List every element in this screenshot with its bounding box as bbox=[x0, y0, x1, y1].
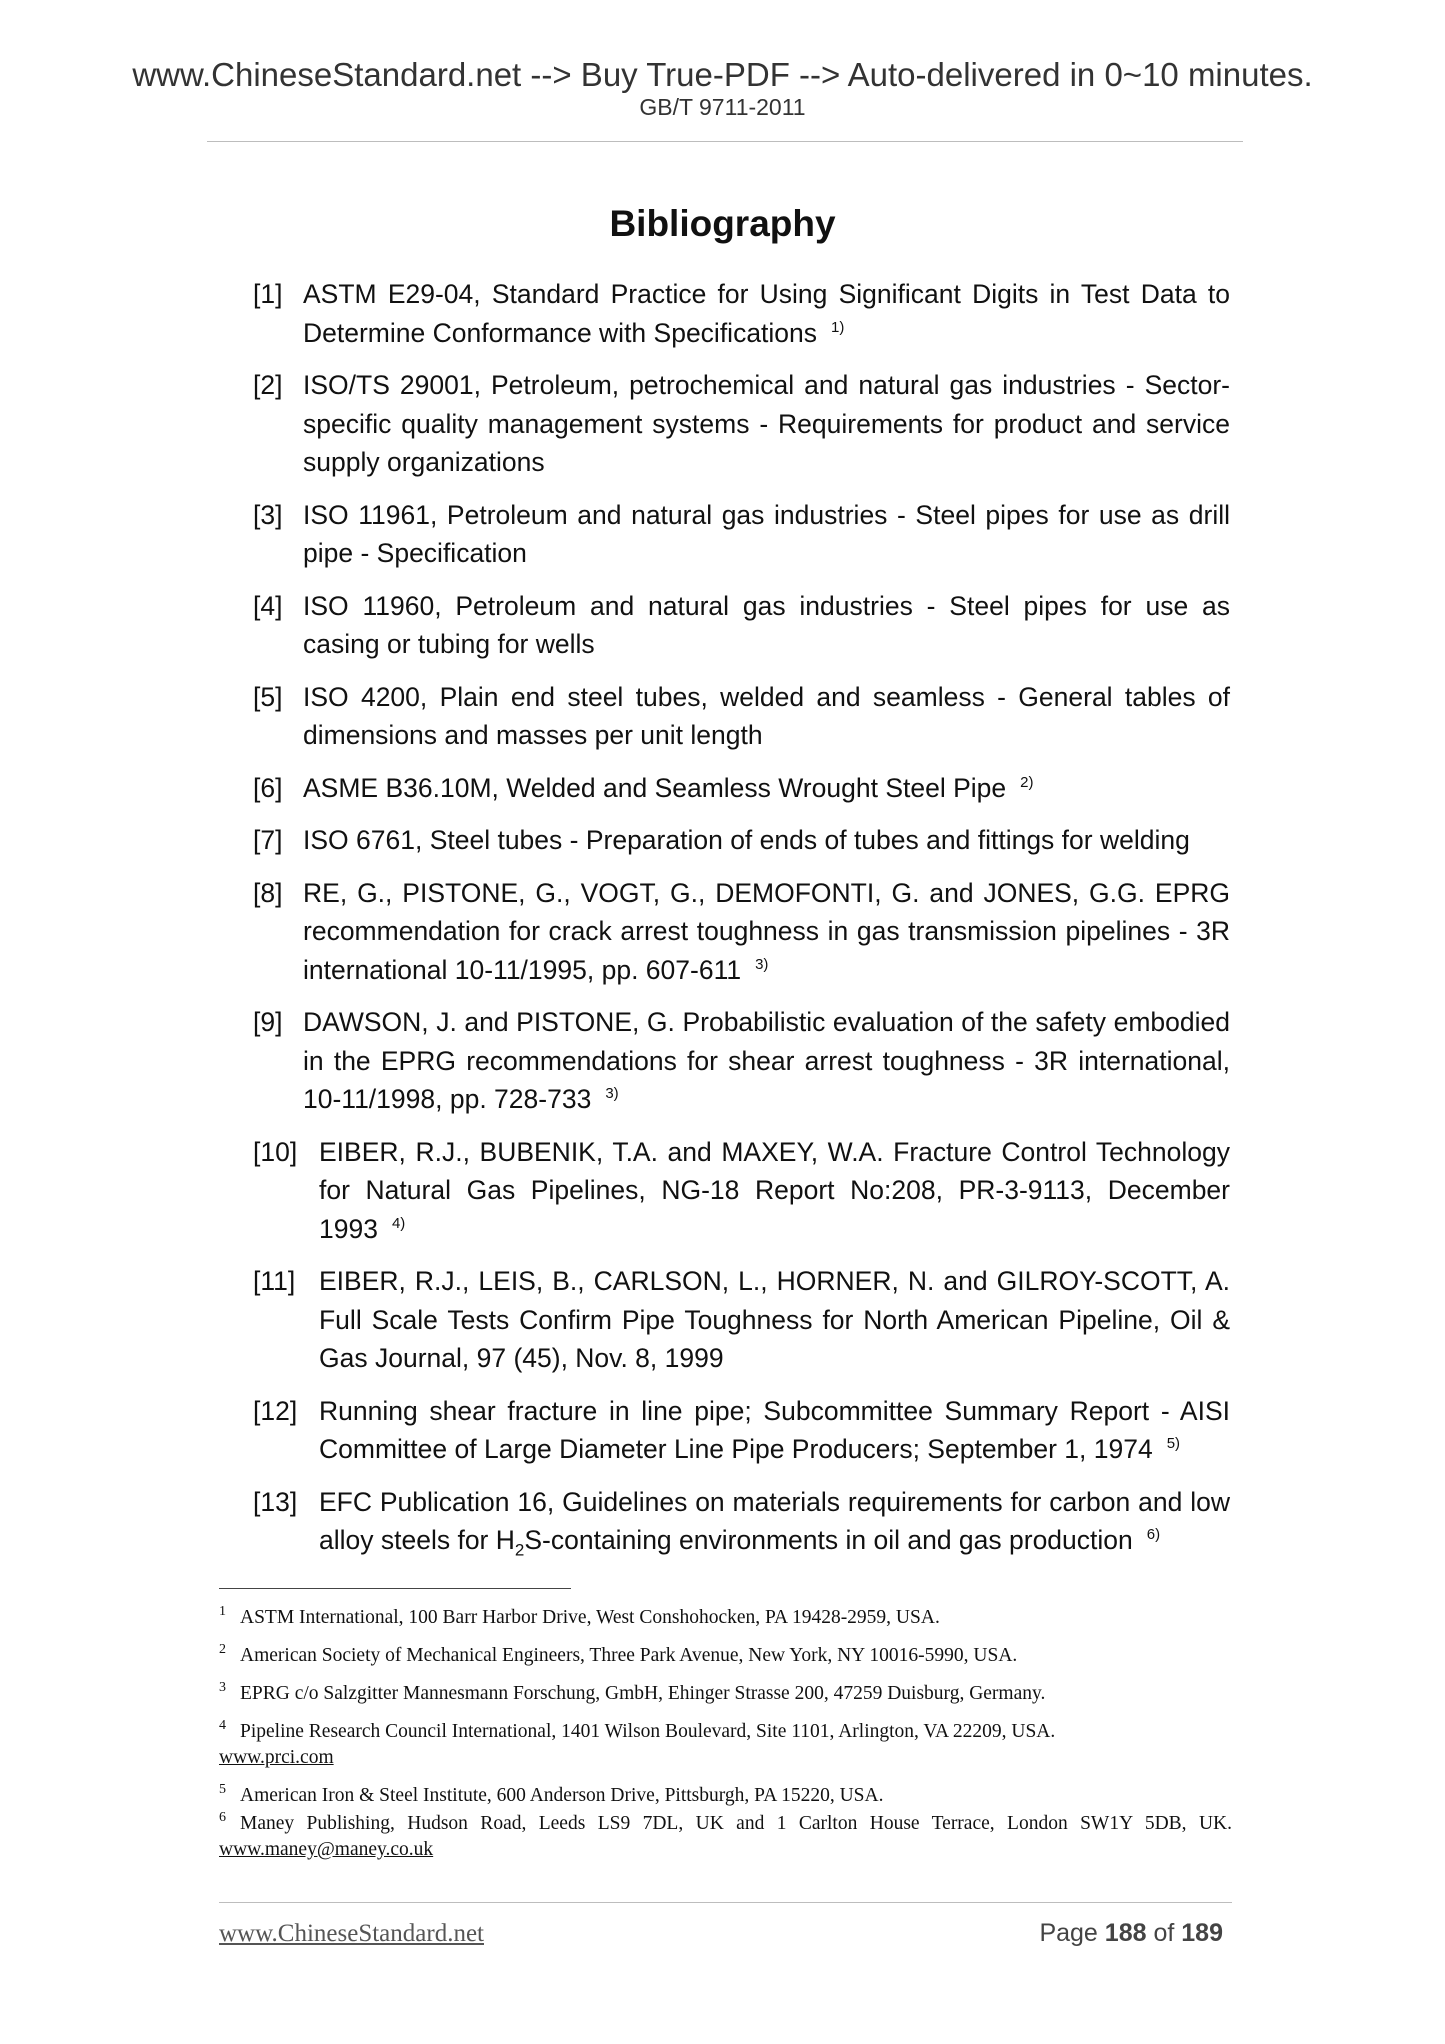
reference-number: [12] bbox=[253, 1395, 298, 1426]
footnote-link[interactable]: www.maney@maney.co.uk bbox=[219, 1839, 434, 1860]
reference-number: [5] bbox=[253, 681, 283, 712]
reference-text bbox=[303, 496, 1230, 573]
footnote-marker: 1) bbox=[831, 318, 845, 336]
footnote-divider bbox=[219, 1588, 571, 1589]
reference-text-part: EIBER, R.J., BUBENIK, T.A. and MAXEY, W.A. Fracture Control Technology for Natural Gas Pipelines, NG-18 Report No:208, PR-3-9113, December 1993 bbox=[319, 1136, 1230, 1244]
reference-item bbox=[253, 874, 1230, 990]
reference-text bbox=[303, 275, 1230, 352]
footnote-marker: 3) bbox=[755, 955, 769, 973]
footnote-marker: 3) bbox=[605, 1085, 619, 1102]
page-total: 189 bbox=[1181, 1919, 1223, 1947]
reference-text-part: ISO 6761, Steel tubes - Preparation of ends of tubes and fittings for welding bbox=[303, 825, 1190, 855]
reference-text-part: ASME B36.10M, Welded and Seamless Wrought Steel Pipe bbox=[303, 772, 1007, 803]
page-title: Bibliography bbox=[609, 203, 836, 244]
reference-item bbox=[253, 1003, 1230, 1119]
reference-text-part: EFC Publication 16, Guidelines on materials requirements for carbon and low alloy steels for H bbox=[319, 1486, 1230, 1555]
footnote-mark: 1 bbox=[219, 1604, 226, 1619]
reference-text bbox=[319, 1133, 1230, 1249]
footnote-marker: 4) bbox=[391, 1214, 406, 1232]
page-current: 188 bbox=[1104, 1919, 1147, 1947]
reference-text-part: ISO 4200, Plain end steel tubes, welded and seamless - General tables of dimensions and masses per unit length bbox=[303, 681, 1230, 750]
reference-item bbox=[253, 275, 1230, 352]
reference-text bbox=[303, 366, 1230, 482]
reference-item bbox=[253, 1133, 1230, 1249]
reference-item bbox=[253, 1262, 1230, 1378]
footnote-marker: 5) bbox=[1166, 1435, 1181, 1452]
reference-number: [10] bbox=[253, 1136, 298, 1167]
reference-text bbox=[303, 1003, 1230, 1119]
reference-list bbox=[253, 275, 1230, 1574]
reference-item bbox=[253, 1483, 1230, 1560]
reference-text-part: ISO/TS 29001, Petroleum, petrochemical and natural gas industries - Sector-specific quality management systems - Requirements for product and service supply organizations bbox=[303, 370, 1230, 477]
reference-text bbox=[303, 678, 1230, 755]
footnote-text: ASTM International, 100 Barr Harbor Drive, West Conshohocken, PA 19428-2959, USA. bbox=[240, 1607, 940, 1628]
footnote-marker: 6) bbox=[1146, 1526, 1161, 1543]
standard-number: GB/T 9711-2011 bbox=[639, 94, 806, 120]
reference-number: [9] bbox=[253, 1007, 283, 1037]
reference-number: [3] bbox=[253, 499, 283, 530]
reference-number: [4] bbox=[253, 590, 283, 621]
footer-site-link[interactable]: www.ChineseStandard.net bbox=[219, 1920, 484, 1947]
reference-item bbox=[253, 769, 1230, 808]
reference-text-part: ISO 11960, Petroleum and natural gas industries - Steel pipes for use as casing or tubing for wells bbox=[303, 590, 1230, 659]
reference-item bbox=[253, 1392, 1230, 1469]
reference-number: [2] bbox=[253, 370, 283, 400]
reference-text bbox=[303, 587, 1230, 664]
footnote-item bbox=[219, 1783, 1232, 1809]
reference-text bbox=[319, 1483, 1230, 1560]
footer-divider bbox=[219, 1902, 1232, 1903]
footnote-mark: 3 bbox=[219, 1680, 226, 1695]
reference-text bbox=[303, 769, 1230, 808]
reference-text-part: EIBER, R.J., LEIS, B., CARLSON, L., HORNER, N. and GILROY-SCOTT, A. Full Scale Tests Confirm Pipe Toughness for North American Pipeline, Oil & Gas Journal, 97 (45), Nov. 8, 1999 bbox=[319, 1266, 1230, 1373]
reference-text bbox=[319, 1392, 1230, 1469]
reference-text-part: RE, G., PISTONE, G., VOGT, G., DEMOFONTI, G. and JONES, G.G. EPRG recommendation for crack arrest toughness in gas transmission pipelines - 3R international 10-11/1995, pp. 607-611 bbox=[303, 877, 1230, 985]
footnote-item bbox=[219, 1811, 1232, 1863]
reference-number: [13] bbox=[253, 1486, 298, 1517]
page-of: of bbox=[1153, 1919, 1175, 1947]
reference-text-part: DAWSON, J. and PISTONE, G. Probabilistic evaluation of the safety embodied in the EPRG recommendations for shear arrest toughness - 3R international, 10-11/1998, pp. 728-733 bbox=[303, 1007, 1230, 1114]
header-banner: www.ChineseStandard.net --> Buy True-PDF --> Auto-delivered in 0~10 minutes. bbox=[132, 56, 1313, 93]
footnote-item bbox=[219, 1719, 1232, 1771]
reference-item bbox=[253, 821, 1230, 860]
footnote-text: EPRG c/o Salzgitter Mannesmann Forschung, GmbH, Ehinger Strasse 200, 47259 Duisburg, Germany. bbox=[240, 1683, 1046, 1704]
reference-text bbox=[319, 1262, 1230, 1378]
page-word: Page bbox=[1039, 1919, 1098, 1947]
reference-item bbox=[253, 587, 1230, 664]
footnote-item bbox=[219, 1643, 1232, 1669]
page-indicator bbox=[1039, 1919, 1223, 1948]
footnote-list bbox=[219, 1605, 1232, 1875]
footnote-item bbox=[219, 1605, 1232, 1631]
footnote-mark: 4 bbox=[219, 1718, 226, 1733]
footnote-text: Pipeline Research Council International, 1401 Wilson Boulevard, Site 1101, Arlington, VA 22209, USA. bbox=[240, 1721, 1056, 1742]
reference-text bbox=[303, 821, 1230, 860]
footnote-text: American Society of Mechanical Engineers, Three Park Avenue, New York, NY 10016-5990, USA. bbox=[240, 1645, 1018, 1666]
reference-item bbox=[253, 366, 1230, 482]
footnote-mark: 6 bbox=[219, 1810, 226, 1825]
reference-number: [11] bbox=[253, 1266, 296, 1296]
reference-text-part: Running shear fracture in line pipe; Subcommittee Summary Report - AISI Committee of Large Diameter Line Pipe Producers; September 1, 1974 bbox=[319, 1395, 1230, 1464]
footnote-mark: 2 bbox=[219, 1642, 226, 1657]
reference-text bbox=[303, 874, 1230, 990]
subscript: 2 bbox=[514, 1540, 525, 1560]
footnote-link[interactable]: www.prci.com bbox=[219, 1747, 334, 1768]
reference-number: [7] bbox=[253, 825, 283, 855]
reference-number: [8] bbox=[253, 877, 283, 908]
reference-number: [6] bbox=[253, 772, 283, 803]
footnote-mark: 5 bbox=[219, 1782, 226, 1797]
reference-number: [1] bbox=[253, 279, 283, 309]
reference-item bbox=[253, 678, 1230, 755]
reference-item bbox=[253, 496, 1230, 573]
footnote-item bbox=[219, 1681, 1232, 1707]
footnote-text: American Iron & Steel Institute, 600 Anderson Drive, Pittsburgh, PA 15220, USA. bbox=[240, 1785, 884, 1806]
footnote-text: Maney Publishing, Hudson Road, Leeds LS9 7DL, UK and 1 Carlton House Terrace, London SW1Y 5DB, UK. bbox=[240, 1813, 1232, 1834]
reference-text-part: ISO 11961, Petroleum and natural gas industries - Steel pipes for use as drill pipe - Specification bbox=[303, 499, 1230, 568]
reference-text-part: S-containing environments in oil and gas production bbox=[524, 1525, 1133, 1555]
header-divider bbox=[207, 141, 1243, 142]
reference-text-part: ASTM E29-04, Standard Practice for Using Significant Digits in Test Data to Determine Conformance with Specifications bbox=[303, 279, 1230, 348]
footnote-marker: 2) bbox=[1020, 773, 1034, 791]
